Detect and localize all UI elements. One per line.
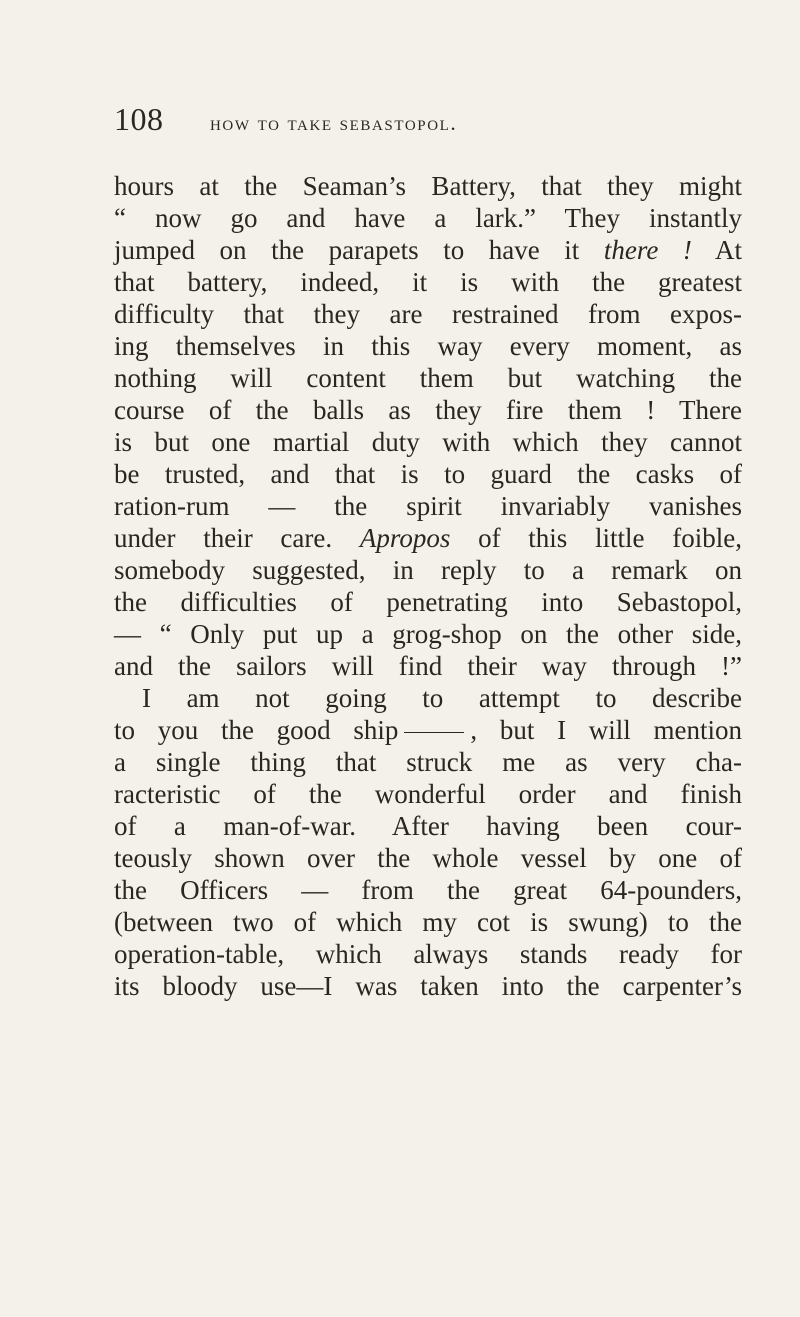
text-line: “ now go and have a lark.” They instantly <box>114 203 742 233</box>
text-line: ration-rum — the spirit invariably vanishes <box>114 491 742 521</box>
text-fragment: to you the good ship <box>114 715 399 745</box>
text-line <box>114 234 742 266</box>
italic-text: Apropos <box>359 523 451 553</box>
text-line: a single thing that struck me as very cha- <box>114 747 742 777</box>
text-line: course of the balls as they fire them ! There <box>114 395 742 425</box>
text-line <box>114 714 742 746</box>
text-line: nothing will content them but watching the <box>114 363 742 393</box>
text-line: teously shown over the whole vessel by one of <box>114 843 742 873</box>
running-head <box>114 101 734 151</box>
text-line: (between two of which my cot is swung) to the <box>114 907 742 937</box>
text-line: ing themselves in this way every moment, as <box>114 331 742 361</box>
omitted-ship-name-dash <box>404 732 464 733</box>
text-fragment: jumped on the parapets to have it <box>114 235 604 265</box>
text-line: racteristic of the wonderful order and finish <box>114 779 742 809</box>
text-fragment: of this little foible, <box>450 523 742 553</box>
paragraph-start-line: I am not going to attempt to describe <box>142 683 742 713</box>
text-line: and the sailors will find their way through !” <box>114 651 742 681</box>
text-line: the Officers — from the great 64-pounders, <box>114 875 742 905</box>
running-title: how to take sebastopol. <box>210 111 458 135</box>
text-line: of a man-of-war. After having been cour- <box>114 811 742 841</box>
text-line: is but one martial duty with which they cannot <box>114 427 742 457</box>
text-line: somebody suggested, in reply to a remark on <box>114 555 742 585</box>
text-line: that battery, indeed, it is with the greatest <box>114 267 742 297</box>
text-line: its bloody use—I was taken into the carpenter’s <box>114 971 742 1001</box>
text-line: operation-table, which always stands ready for <box>114 939 742 969</box>
italic-text: there ! <box>603 235 692 265</box>
text-line: be trusted, and that is to guard the casks of <box>114 459 742 489</box>
text-line: difficulty that they are restrained from expos- <box>114 299 742 329</box>
text-fragment: , but I will mention <box>470 715 743 745</box>
text-line: — “ Only put up a grog-shop on the other side, <box>114 619 742 649</box>
text-fragment: At <box>691 235 742 265</box>
text-fragment: under their care. <box>114 523 360 553</box>
text-line <box>114 522 742 554</box>
page-number: 108 <box>114 101 164 137</box>
text-line: hours at the Seaman’s Battery, that they might <box>114 171 742 201</box>
text-line: the difficulties of penetrating into Sebastopol, <box>114 587 742 617</box>
